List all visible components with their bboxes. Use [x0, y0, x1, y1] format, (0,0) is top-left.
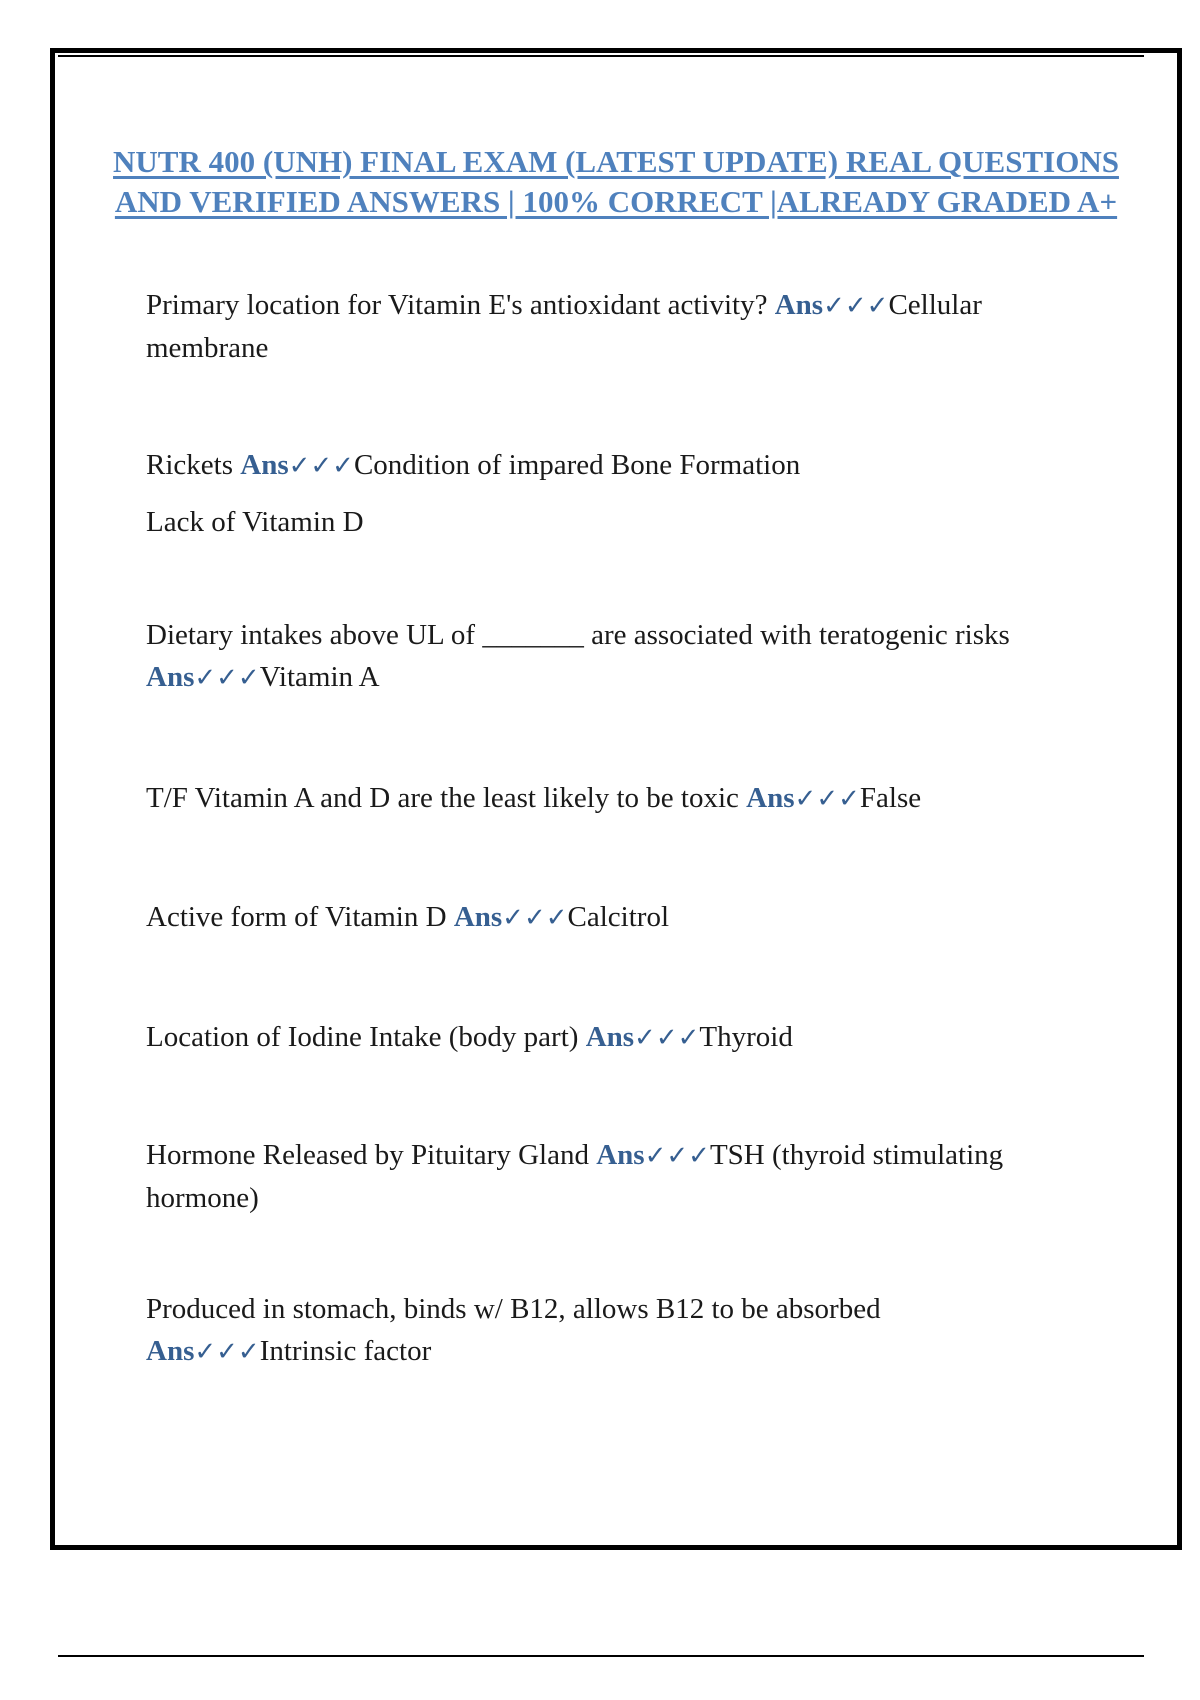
answer-text: Calcitrol	[567, 901, 670, 933]
answer-label: Ans	[146, 661, 195, 693]
answer-label: Ans	[146, 1335, 195, 1367]
question-text: Active form of Vitamin D	[146, 901, 447, 933]
qa-item-1	[146, 284, 1106, 369]
check-marks-icon: ✓✓✓	[194, 663, 260, 693]
qa-item-7	[146, 1134, 1006, 1219]
answer-label: Ans	[596, 1139, 645, 1171]
question-text: Produced in stomach, binds w/ B12, allows B12 to be absorbed	[146, 1293, 881, 1325]
question-text: Primary location for Vitamin E's antioxidant activity?	[146, 289, 768, 321]
check-marks-icon: ✓✓✓	[794, 784, 860, 814]
document-title: NUTR 400 (UNH) FINAL EXAM (LATEST UPDATE) REAL QUESTIONS AND VERIFIED ANSWERS | 100% CORRECT |ALREADY GRADED A+	[113, 144, 1119, 219]
check-marks-icon: ✓✓✓	[823, 291, 889, 321]
check-marks-icon: ✓✓✓	[194, 1337, 260, 1367]
check-marks-icon: ✓✓✓	[288, 451, 354, 481]
qa-item-4	[146, 777, 1106, 820]
check-marks-icon: ✓✓✓	[644, 1141, 710, 1171]
qa-item-3	[146, 614, 1106, 699]
answer-label: Ans	[453, 901, 503, 933]
answer-text: Thyroid	[699, 1021, 793, 1053]
question-text: Location of Iodine Intake (body part)	[146, 1021, 579, 1053]
qa-item-5	[146, 896, 1106, 939]
answer-text: Intrinsic factor	[259, 1335, 432, 1367]
check-marks-icon: ✓✓✓	[634, 1023, 700, 1053]
answer-text: TSH (thyroid stimulating hormone)	[146, 1139, 1004, 1214]
answer-text: Vitamin A	[259, 661, 380, 693]
question-text: T/F Vitamin A and D are the least likely to be toxic	[146, 782, 739, 814]
question-text: Rickets	[146, 449, 233, 481]
answer-label: Ans	[585, 1021, 635, 1053]
answer-label: Ans	[240, 449, 289, 481]
answer-text: Condition of impared Bone Formation	[353, 449, 801, 481]
answer-text: False	[859, 782, 922, 814]
answer-extra-text: Lack of Vitamin D	[146, 506, 364, 538]
bottom-rule	[58, 1655, 1144, 1657]
qa-item-2	[146, 444, 1106, 543]
answer-text: Cellular membrane	[146, 289, 982, 364]
qa-item-6	[146, 1016, 1106, 1059]
question-text: Hormone Released by Pituitary Gland	[146, 1139, 589, 1171]
question-text: Dietary intakes above UL of _______ are associated with teratogenic risks	[146, 619, 1010, 651]
answer-label: Ans	[774, 289, 824, 321]
qa-item-8	[146, 1288, 1006, 1373]
check-marks-icon: ✓✓✓	[502, 903, 568, 933]
answer-label: Ans	[746, 782, 795, 814]
